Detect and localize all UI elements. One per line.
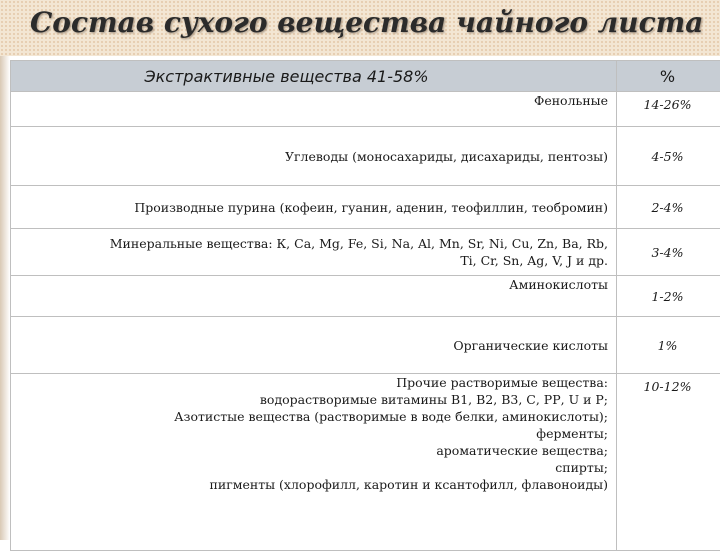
table-row [11, 92, 720, 127]
row-label-line: Прочие растворимые вещества: [17, 374, 608, 391]
row-value: 10-12% [617, 374, 720, 551]
row-label-line: Минеральные вещества: К, Са, Mg, Fe, Si, Na, Al, Mn, Sr, Ni, Cu, Zn, Ba, Rb, [17, 235, 608, 252]
row-label-line: ферменты; [17, 425, 608, 442]
row-value: 14-26% [617, 92, 720, 127]
row-value: 1-2% [617, 276, 720, 317]
table-row [11, 127, 720, 186]
row-label [11, 374, 617, 551]
row-label: Производные пурина (кофеин, гуанин, аденин, теофиллин, теобромин) [11, 186, 617, 229]
table-header-row [11, 61, 720, 92]
row-label-line: спирты; [17, 459, 608, 476]
row-value: 1% [617, 317, 720, 374]
row-label: Углеводы (моносахариды, дисахариды, пентозы) [11, 127, 617, 186]
left-shadow-decoration [0, 56, 10, 540]
table-row [11, 317, 720, 374]
table-row [11, 229, 720, 276]
row-label: Органические кислоты [11, 317, 617, 374]
row-value: 4-5% [617, 127, 720, 186]
row-label: Аминокислоты [11, 276, 617, 317]
row-label [11, 229, 617, 276]
header-percent: % [617, 61, 720, 92]
row-value: 2-4% [617, 186, 720, 229]
composition-table [10, 60, 720, 551]
table-row [11, 276, 720, 317]
row-label-line: водорастворимые витамины В1, В2, В3, С, РР, U и Р; [17, 391, 608, 408]
table-row [11, 186, 720, 229]
header-label: Экстрактивные вещества 41-58% [11, 61, 617, 92]
row-value: 3-4% [617, 229, 720, 276]
row-label-line: Ti, Cr, Sn, Ag, V, J и др. [17, 252, 608, 269]
page-title: Состав сухого вещества чайного листа [30, 6, 703, 39]
row-label-line: пигменты (хлорофилл, каротин и ксантофилл, флавоноиды) [17, 476, 608, 493]
row-label: Фенольные [11, 92, 617, 127]
row-label-line: Азотистые вещества (растворимые в воде белки, аминокислоты); [17, 408, 608, 425]
row-label-line: ароматические вещества; [17, 442, 608, 459]
table-row [11, 374, 720, 551]
